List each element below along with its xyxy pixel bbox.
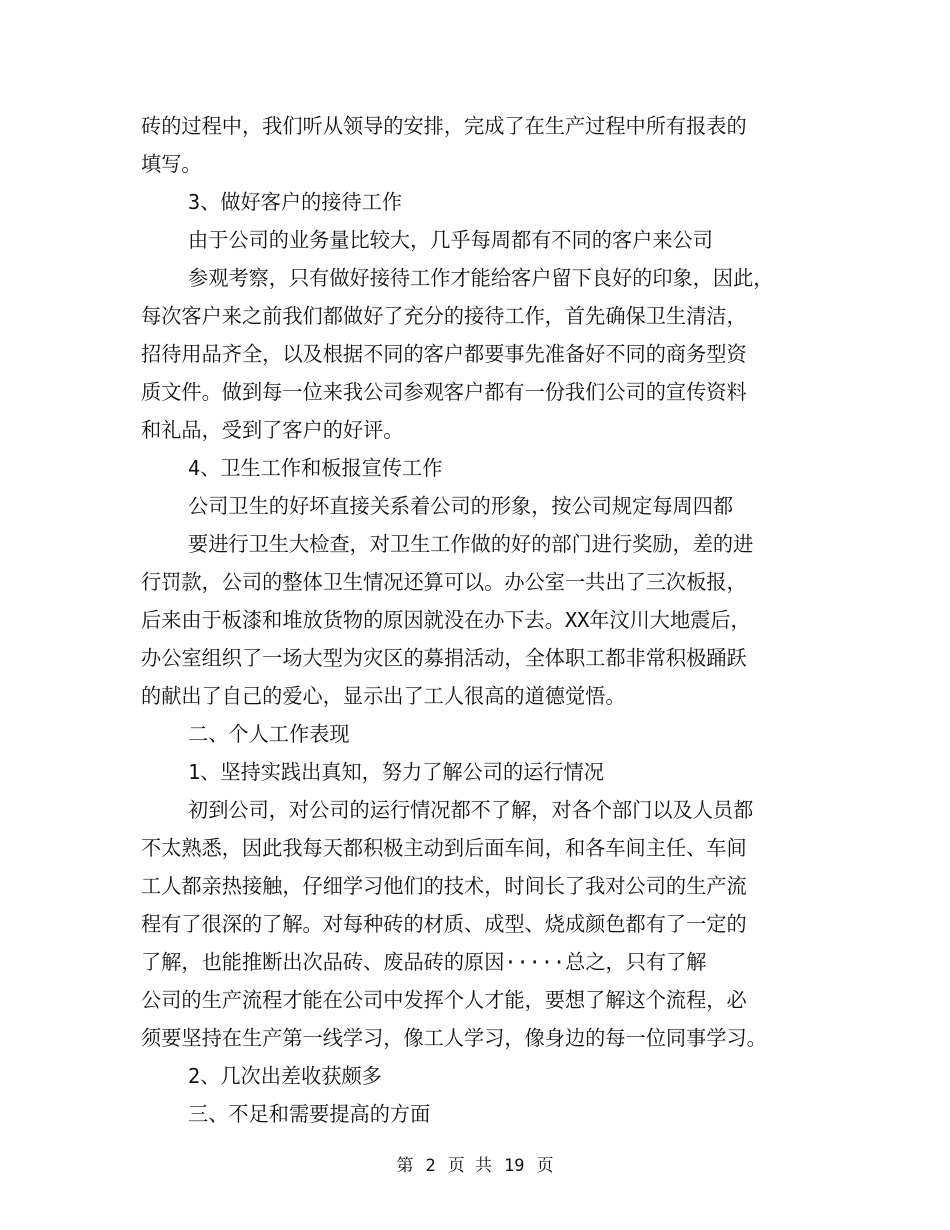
paragraph-start-line: 参观考察，只有做好接待工作才能给客户留下良好的印象，因此， xyxy=(188,266,774,290)
section-heading: 三、不足和需要提高的方面 xyxy=(188,1102,431,1126)
body-text-line: 的献出了自己的爱心，显示出了工人很高的道德觉悟。 xyxy=(141,684,626,708)
body-text-line: 和礼品，受到了客户的好评。 xyxy=(141,418,404,442)
body-text-line: 须要坚持在生产第一线学习，像工人学习，像身边的每一位同事学习。 xyxy=(141,1026,767,1050)
body-text-line: 填写。 xyxy=(141,152,202,176)
paragraph-start-line: 初到公司，对公司的运行情况都不了解，对各个部门以及人员都 xyxy=(188,798,754,822)
paragraph-start-line: 公司卫生的好坏直接关系着公司的形象，按公司规定每周四都 xyxy=(188,494,734,518)
section-heading: 2、几次出差收获颇多 xyxy=(188,1064,382,1088)
body-text-line: 程有了很深的了解。对每种砖的材质、成型、烧成颜色都有了一定的 xyxy=(141,912,747,936)
page-total: 19 xyxy=(504,1156,525,1176)
paragraph-start-line: 由于公司的业务量比较大，几乎每周都有不同的客户来公司 xyxy=(188,228,713,252)
section-heading: 1、坚持实践出真知，努力了解公司的运行情况 xyxy=(188,760,604,784)
body-text-line: 行罚款，公司的整体卫生情况还算可以。办公室一共出了三次板报， xyxy=(141,570,747,594)
body-text-line: 了解，也能推断出次品砖、废品砖的原因·····总之，只有了解 xyxy=(141,950,707,974)
body-text-line: 工人都亲热接触，仔细学习他们的技术，时间长了我对公司的生产流 xyxy=(141,874,747,898)
section-heading: 二、个人工作表现 xyxy=(188,722,350,746)
body-text-line: 公司的生产流程才能在公司中发挥个人才能，要想了解这个流程，必 xyxy=(141,988,747,1012)
page-footer xyxy=(0,1155,950,1177)
body-text-line: 每次客户来之前我们都做好了充分的接待工作，首先确保卫生清洁， xyxy=(141,304,747,328)
page-number: 2 xyxy=(425,1156,436,1176)
body-text-line: 砖的过程中，我们听从领导的安排，完成了在生产过程中所有报表的 xyxy=(141,114,747,138)
body-text-line: 后来由于板漆和堆放货物的原因就没在办下去。XX年汶川大地震后， xyxy=(141,608,751,632)
section-heading: 3、做好客户的接待工作 xyxy=(188,190,403,214)
body-text-line: 质文件。做到每一位来我公司参观客户都有一份我们公司的宣传资料 xyxy=(141,380,747,404)
page-suffix: 页 xyxy=(536,1156,554,1176)
page-mid: 页 共 xyxy=(447,1156,492,1176)
body-text-line: 不太熟悉，因此我每天都积极主动到后面车间，和各车间主任、车间 xyxy=(141,836,747,860)
body-text-line: 招待用品齐全，以及根据不同的客户都要事先准备好不同的商务型资 xyxy=(141,342,747,366)
page-prefix: 第 xyxy=(396,1156,414,1176)
body-text-line: 办公室组织了一场大型为灾区的募捐活动，全体职工都非常积极踊跃 xyxy=(141,646,747,670)
section-heading: 4、卫生工作和板报宣传工作 xyxy=(188,456,443,480)
paragraph-start-line: 要进行卫生大检查，对卫生工作做的好的部门进行奖励，差的进 xyxy=(188,532,754,556)
